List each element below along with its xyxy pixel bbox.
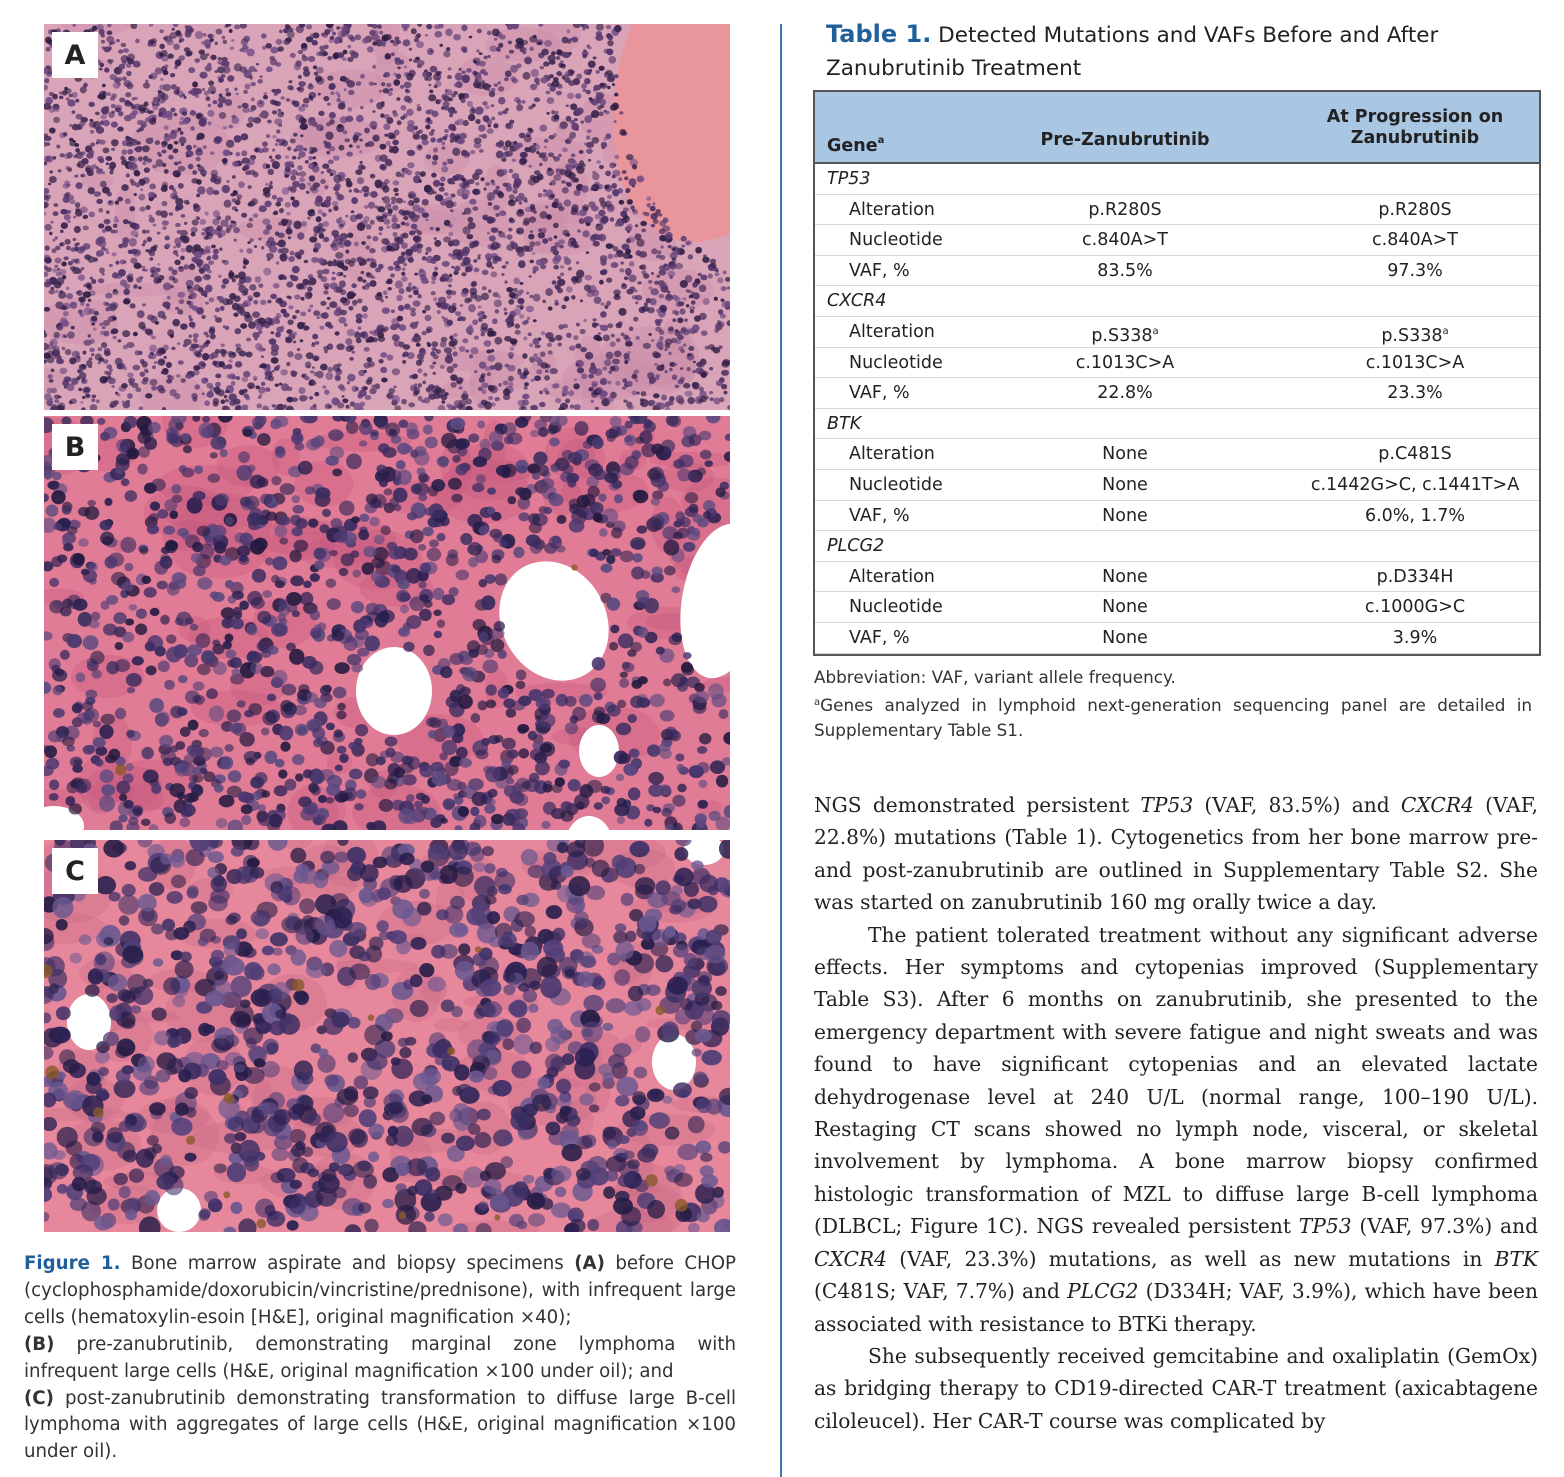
figure-caption bbox=[24, 1251, 736, 1466]
panel-label-c: C bbox=[52, 848, 98, 894]
at-progression-cell bbox=[1285, 562, 1545, 593]
pre-zanubrutinib-cell-value: None bbox=[1102, 444, 1148, 465]
footnote-abbreviation: Abbreviation: VAF, variant allele frequency. bbox=[814, 667, 1176, 687]
at-progression-cell bbox=[1285, 256, 1545, 287]
at-progression-cell bbox=[1285, 348, 1545, 379]
pre-zanubrutinib-cell bbox=[1025, 562, 1225, 593]
caption-text: before CHOP (cyclophosphamide/doxorubicin/vincristine/prednisone), with infrequent large cells (hematoxylin-esoin [H&E], original magnification ×40); bbox=[24, 1253, 737, 1328]
gene-name: TP53 bbox=[1298, 1214, 1352, 1239]
pre-zanubrutinib-cell-value: None bbox=[1102, 566, 1148, 587]
pre-zanubrutinib-cell bbox=[1025, 256, 1225, 287]
body-text: She subsequently received gemcitabine and oxaliplatin (GemOx) as bridging therapy to CD19-directed CAR-T treatment (axicabtagene ciloleucel). Her CAR-T course was complicated by bbox=[814, 1343, 1538, 1433]
pre-zanubrutinib-cell bbox=[1025, 439, 1225, 470]
at-progression-cell-value: c.1442G>C, c.1441T>A bbox=[1310, 474, 1520, 495]
footnote-a bbox=[814, 690, 1532, 743]
row-label: Alteration bbox=[849, 566, 935, 587]
body-paragraph-3 bbox=[814, 1340, 1538, 1437]
figure-panel-a bbox=[44, 24, 730, 410]
gene-row-tp53 bbox=[815, 164, 1539, 195]
row-label: Alteration bbox=[849, 444, 935, 465]
at-progression-cell bbox=[1285, 195, 1545, 226]
pre-zanubrutinib-cell bbox=[1025, 195, 1225, 226]
table-row bbox=[815, 470, 1539, 501]
footnote-mark: a bbox=[814, 697, 821, 708]
row-label: Alteration bbox=[849, 199, 935, 220]
caption-ref-b: (B) bbox=[24, 1333, 55, 1355]
pre-zanubrutinib-cell-value: p.R280S bbox=[1088, 199, 1162, 220]
histology-image-b bbox=[44, 416, 730, 830]
table-row bbox=[815, 623, 1539, 654]
pre-zanubrutinib-cell bbox=[1025, 348, 1225, 379]
figure-panel-b bbox=[44, 416, 730, 830]
table-body bbox=[815, 164, 1539, 654]
gene-row-btk bbox=[815, 409, 1539, 440]
panel-label-a: A bbox=[52, 32, 98, 78]
article-body bbox=[814, 789, 1538, 1437]
pre-zanubrutinib-cell-value: 83.5% bbox=[1097, 260, 1153, 281]
table-title bbox=[826, 18, 1526, 85]
table-row bbox=[815, 439, 1539, 470]
header-pre-zanubrutinib: Pre-Zanubrutinib bbox=[1040, 130, 1210, 150]
at-progression-cell-value: c.1013C>A bbox=[1365, 352, 1465, 373]
at-progression-cell bbox=[1285, 470, 1545, 501]
row-label: VAF, % bbox=[849, 260, 910, 281]
body-text: NGS demonstrated persistent bbox=[814, 793, 1141, 817]
at-progression-cell-value: p.R280S bbox=[1378, 199, 1452, 220]
gene-name: BTK bbox=[1494, 1246, 1538, 1271]
gene-row-cxcr4 bbox=[815, 286, 1539, 317]
table-row bbox=[815, 195, 1539, 226]
at-progression-cell bbox=[1285, 592, 1545, 623]
row-label: Nucleotide bbox=[849, 474, 943, 495]
pre-zanubrutinib-cell bbox=[1025, 470, 1225, 501]
body-text: (VAF, 23.3%) mutations, as well as new mutations in bbox=[886, 1246, 1495, 1271]
pre-zanubrutinib-cell-value: c.840A>T bbox=[1082, 230, 1168, 251]
row-label: Nucleotide bbox=[849, 352, 943, 373]
header-gene-label: Gene bbox=[827, 136, 878, 156]
row-label: Nucleotide bbox=[849, 597, 943, 618]
histology-image-c bbox=[44, 840, 730, 1232]
body-text: (VAF, 97.3%) and bbox=[1351, 1214, 1538, 1239]
at-progression-cell bbox=[1285, 501, 1545, 532]
caption-text: post-zanubrutinib demonstrating transformation to diffuse large B-cell lymphoma with aggregates of large cells (H&E, original magnification ×100 under oil). bbox=[24, 1387, 736, 1463]
table-row bbox=[815, 378, 1539, 409]
table-row bbox=[815, 501, 1539, 532]
row-label: Alteration bbox=[849, 321, 935, 342]
table-number: Table 1. bbox=[826, 20, 932, 48]
body-paragraph-1 bbox=[814, 789, 1538, 919]
footnote-a-text: Genes analyzed in lymphoid next-generation sequencing panel are detailed in Supplementary Table S1. bbox=[814, 695, 1532, 740]
pre-zanubrutinib-cell bbox=[1025, 501, 1225, 532]
gene-name: CXCR4 bbox=[1400, 793, 1474, 817]
gene-name: BTK bbox=[827, 413, 862, 434]
body-text: (C481S; VAF, 7.7%) and bbox=[814, 1279, 1068, 1304]
caption-lead: Figure 1. bbox=[24, 1253, 121, 1274]
table-row bbox=[815, 348, 1539, 379]
table-row bbox=[815, 256, 1539, 287]
pre-zanubrutinib-cell-value: None bbox=[1102, 474, 1148, 495]
gene-name: PLCG2 bbox=[1067, 1279, 1139, 1304]
row-label: VAF, % bbox=[849, 627, 910, 648]
body-text: (VAF, 83.5%) and bbox=[1193, 793, 1401, 817]
at-progression-cell bbox=[1285, 439, 1545, 470]
at-progression-cell bbox=[1285, 623, 1545, 654]
gene-name: TP53 bbox=[1140, 793, 1194, 817]
header-at-progression: At Progression on Zanubrutinib bbox=[1326, 107, 1504, 148]
at-progression-cell-value: 97.3% bbox=[1387, 260, 1443, 281]
row-label: VAF, % bbox=[849, 383, 910, 404]
pre-zanubrutinib-cell bbox=[1025, 378, 1225, 409]
at-progression-cell-value: c.840A>T bbox=[1372, 230, 1458, 251]
figure-panel-c bbox=[44, 840, 730, 1232]
body-text: (D334H; VAF, 3.9%), which have been associated with resistance to BTKi therapy. bbox=[814, 1279, 1538, 1336]
at-progression-cell-value: p.D334H bbox=[1376, 566, 1454, 587]
column-divider bbox=[780, 24, 782, 1477]
header-gene bbox=[827, 130, 884, 157]
at-progression-cell-value: 23.3% bbox=[1387, 383, 1443, 404]
pre-zanubrutinib-cell bbox=[1025, 317, 1225, 352]
header-gene-footnote-mark: a bbox=[877, 135, 885, 146]
pre-zanubrutinib-cell-value: None bbox=[1102, 597, 1148, 618]
row-label: Nucleotide bbox=[849, 230, 943, 251]
table-row bbox=[815, 317, 1539, 348]
histology-image-a bbox=[44, 24, 730, 410]
gene-row-plcg2 bbox=[815, 531, 1539, 562]
gene-name: CXCR4 bbox=[827, 291, 887, 312]
caption-text: Bone marrow aspirate and biopsy specimens bbox=[120, 1253, 575, 1274]
table-row bbox=[815, 592, 1539, 623]
table-row bbox=[815, 562, 1539, 593]
pre-zanubrutinib-cell bbox=[1025, 623, 1225, 654]
caption-ref-c: (C) bbox=[24, 1387, 54, 1409]
footnote-mark: a bbox=[1152, 325, 1159, 337]
table-row bbox=[815, 225, 1539, 256]
pre-zanubrutinib-cell-value: c.1013C>A bbox=[1075, 352, 1175, 373]
at-progression-cell-value: 6.0%, 1.7% bbox=[1364, 505, 1466, 526]
at-progression-cell-value: p.C481S bbox=[1378, 444, 1452, 465]
body-text: (VAF, 22.8%) mutations (Table 1). Cytogenetics from her bone marrow pre- and post-zanubrutinib are outlined in Supplementary Table S2. She was started on zanubrutinib 160 mg orally twice a day. bbox=[814, 793, 1539, 915]
at-progression-cell-value: 3.9% bbox=[1392, 627, 1438, 648]
gene-name: CXCR4 bbox=[814, 1246, 887, 1271]
mutation-table bbox=[813, 90, 1541, 656]
gene-name: TP53 bbox=[827, 169, 871, 189]
table-footnotes bbox=[814, 665, 1532, 743]
footnote-mark: a bbox=[1442, 325, 1449, 337]
panel-label-b: B bbox=[52, 424, 98, 470]
table-title-text: Detected Mutations and VAFs Before and After Zanubrutinib Treatment bbox=[826, 23, 1439, 81]
pre-zanubrutinib-cell-value: 22.8% bbox=[1097, 383, 1153, 404]
at-progression-cell bbox=[1285, 225, 1545, 256]
pre-zanubrutinib-cell-value: None bbox=[1102, 505, 1148, 526]
row-label: VAF, % bbox=[849, 505, 910, 526]
table-header-row bbox=[815, 92, 1539, 164]
body-text: The patient tolerated treatment without any significant adverse effects. Her symptoms and cytopenias improved (Supplementary Table S3). After 6 months on zanubrutinib, she presented to the emergency department with severe fatigue and night sweats and was found to have significant cytopenias and an elevated lactate dehydrogenase level at 240 U/L (normal range, 100–190 U/L). Restaging CT scans showed no lymph node, visceral, or skeletal involvement by lymphoma. A bone marrow biopsy confirmed histologic transformation of MZL to diffuse large B-cell lymphoma (DLBCL; Figure 1C). NGS revealed persistent bbox=[814, 922, 1538, 1239]
gene-name: PLCG2 bbox=[827, 536, 885, 557]
at-progression-cell-value: c.1000G>C bbox=[1364, 597, 1466, 618]
at-progression-cell bbox=[1285, 378, 1545, 409]
caption-text: pre-zanubrutinib, demonstrating marginal zone lymphoma with infrequent large cells (H&E, original magnification ×100 under oil); and bbox=[24, 1333, 736, 1382]
pre-zanubrutinib-cell-value: p.S338 bbox=[1091, 325, 1153, 346]
body-paragraph-2 bbox=[814, 919, 1538, 1340]
caption-ref-a: (A) bbox=[574, 1253, 605, 1274]
pre-zanubrutinib-cell-value: None bbox=[1102, 627, 1148, 648]
at-progression-cell bbox=[1285, 317, 1545, 352]
pre-zanubrutinib-cell bbox=[1025, 592, 1225, 623]
at-progression-cell-value: p.S338 bbox=[1381, 325, 1443, 346]
pre-zanubrutinib-cell bbox=[1025, 225, 1225, 256]
